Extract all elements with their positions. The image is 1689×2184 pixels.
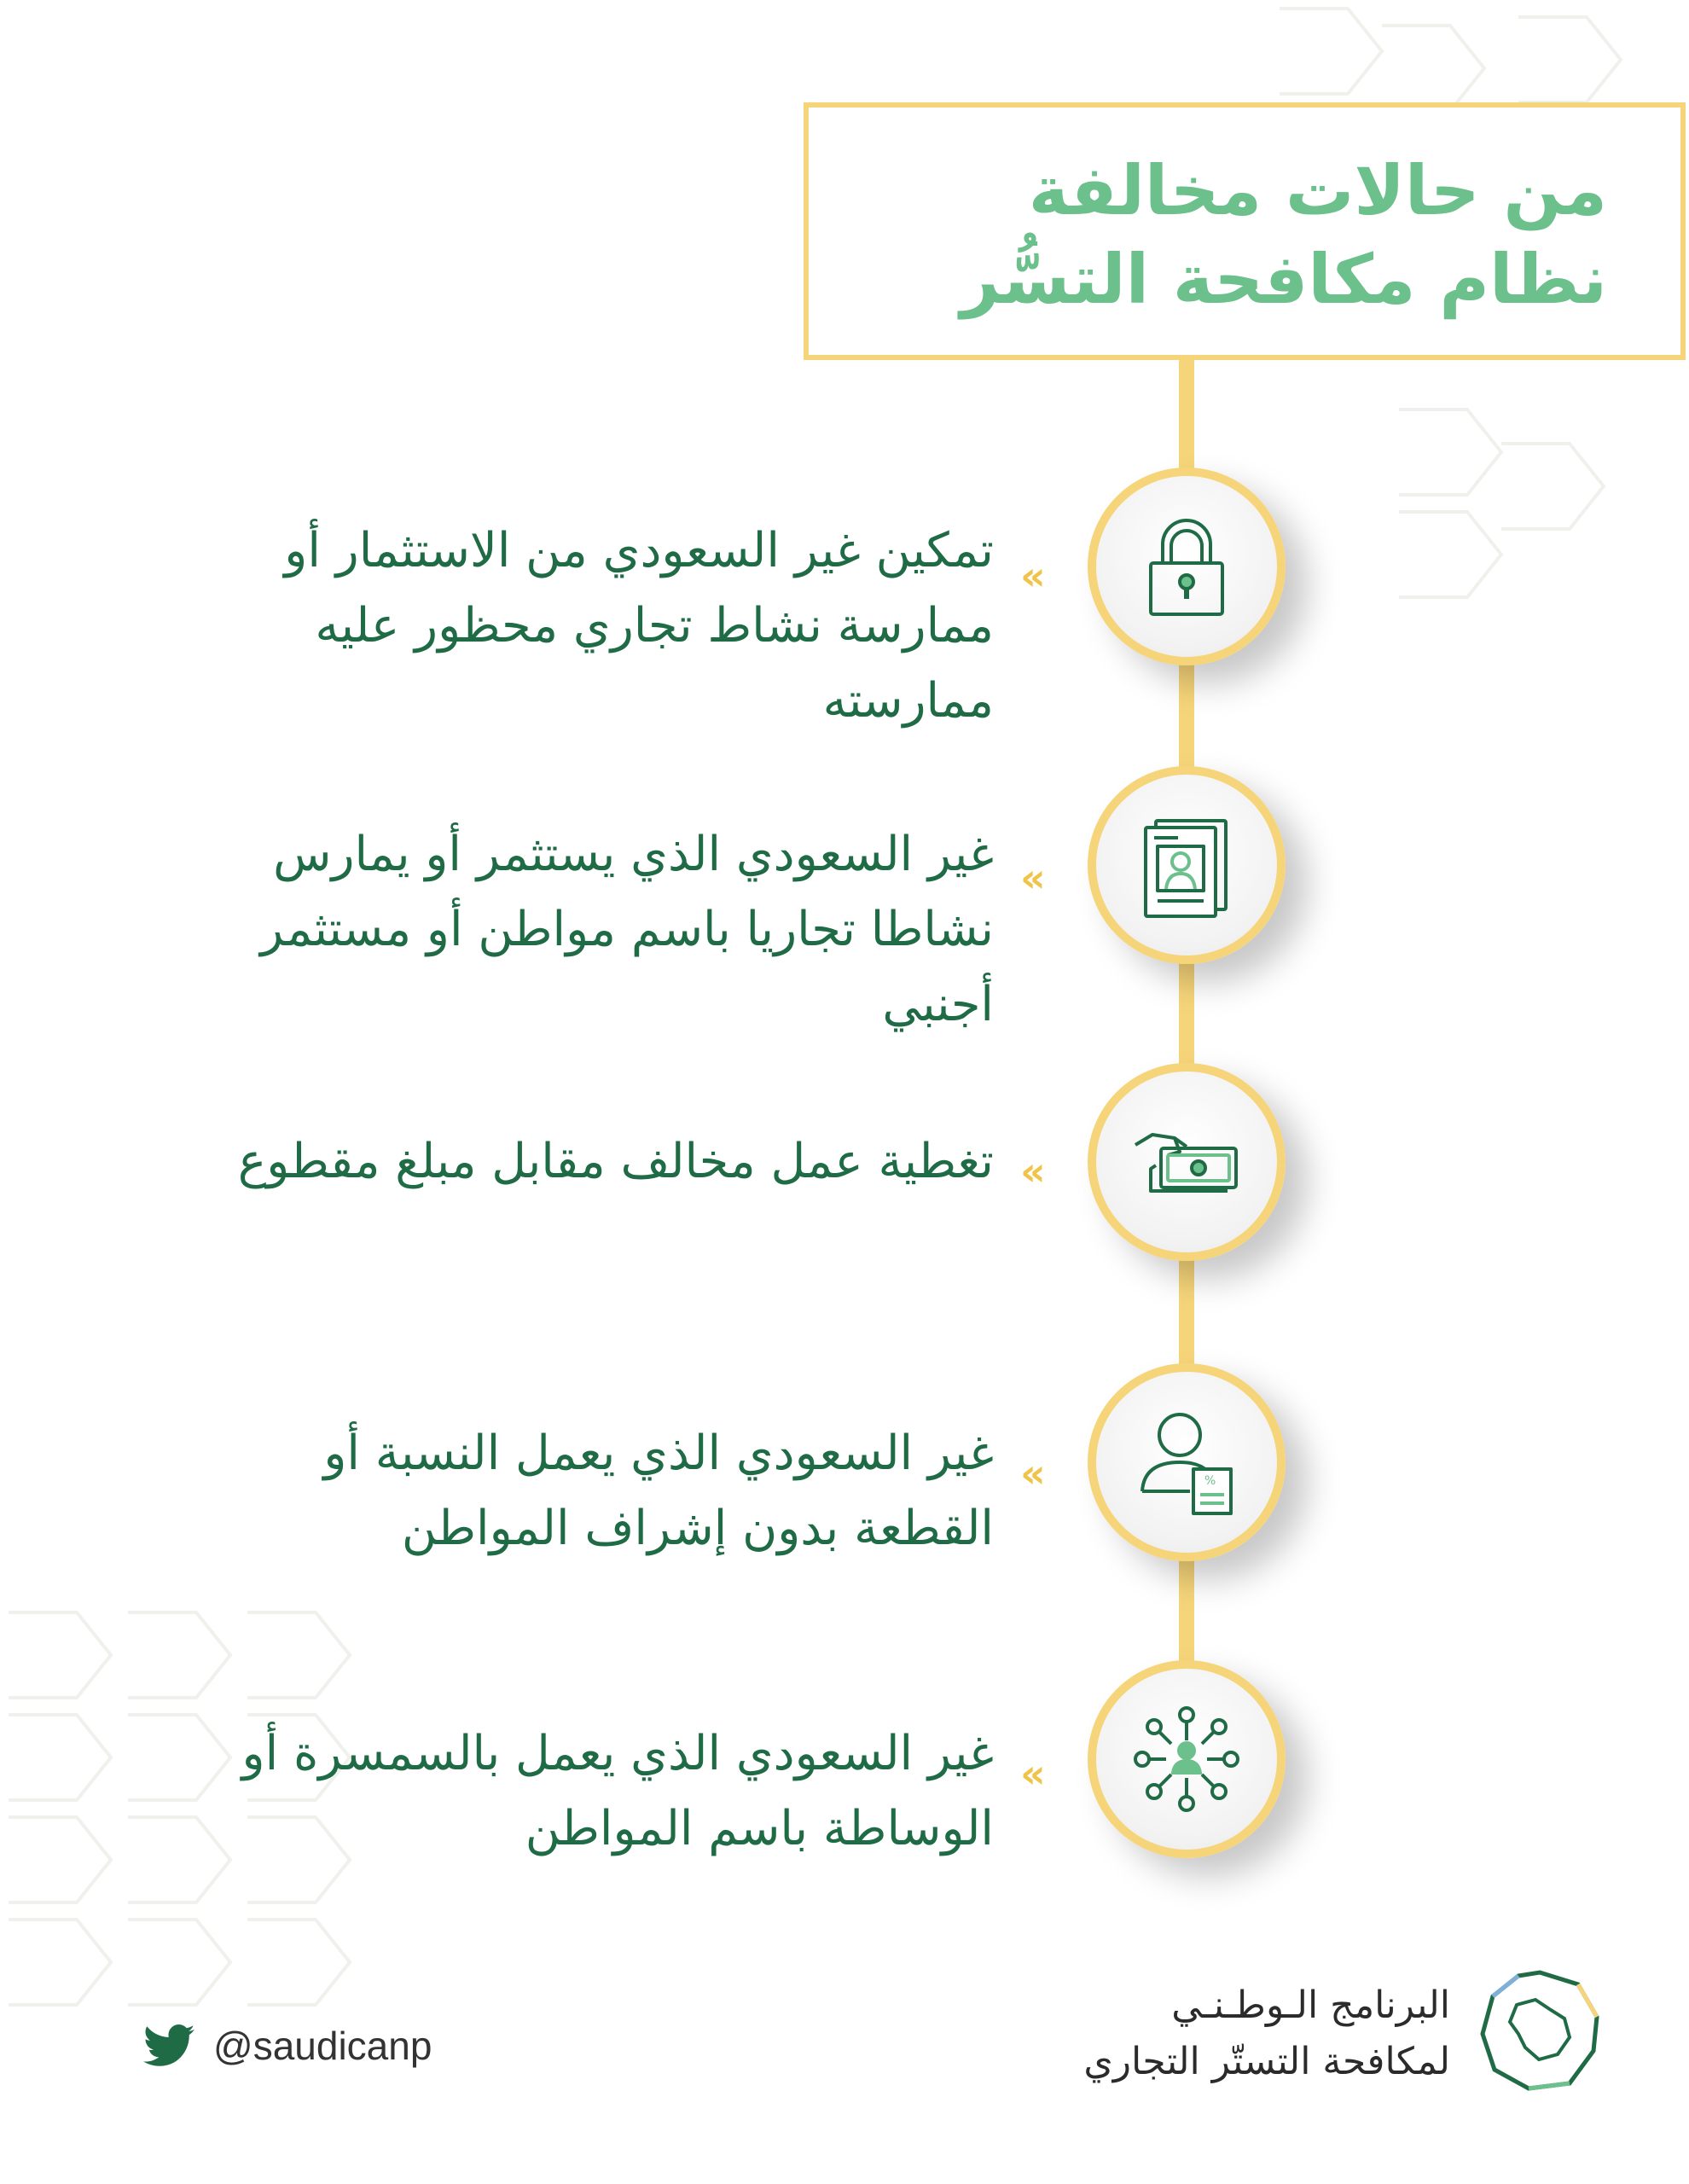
chevron-icon-2: « (1020, 855, 1046, 901)
item-text-3 (141, 1124, 994, 1199)
chevron-icon-1: « (1020, 553, 1046, 599)
twitter-icon (143, 2024, 194, 2068)
chevron-icon-3: « (1020, 1148, 1046, 1194)
org-name-line-2: لمكافحة التستّر التجاري (1083, 2040, 1450, 2083)
item-4-line-2: القطعة بدون إشراف المواطن (401, 1501, 994, 1556)
lock-icon (1127, 507, 1246, 626)
item-5-line-1: غير السعودي الذي يعمل بالسمسرة أو (241, 1726, 994, 1781)
item-text-5 (141, 1716, 994, 1867)
org-name-line-1: البرنامج الـوطـنـي (1171, 1984, 1450, 2027)
item-text-2 (141, 817, 994, 1043)
title-line-2: نظام مكافحة التسُّر (960, 240, 1607, 319)
person-document-icon (1127, 1403, 1246, 1522)
item-2-line-1: غير السعودي الذي يستثمر أو يمارس (273, 827, 994, 882)
timeline-node-1 (1088, 468, 1286, 665)
timeline-node-3 (1088, 1063, 1286, 1261)
item-text-4 (141, 1416, 994, 1566)
item-5-line-2: الوساطة باسم المواطن (525, 1801, 994, 1856)
id-card-icon (1127, 805, 1246, 925)
org-name (1083, 1978, 1450, 2090)
timeline-node-2 (1088, 766, 1286, 964)
network-person-icon (1127, 1699, 1246, 1819)
item-1-line-2: ممارسة نشاط تجاري محظور عليه (315, 598, 994, 653)
item-1-line-1: تمكين غير السعودي من الاستثمار أو (284, 523, 994, 578)
item-1-line-3: ممارسته (822, 673, 994, 729)
chevron-icon-5: « (1020, 1751, 1046, 1797)
twitter-handle: @saudicanp (213, 2024, 432, 2068)
svg-text:%: % (1204, 1474, 1216, 1488)
item-4-line-1: غير السعودي الذي يعمل النسبة أو (323, 1426, 994, 1481)
title-box (804, 102, 1686, 360)
item-2-line-3: أجنبي (882, 977, 994, 1032)
money-hand-icon (1127, 1102, 1246, 1222)
item-2-line-2: نشاطا تجاريا باسم مواطن أو مستثمر (260, 902, 994, 957)
twitter-handle-link[interactable] (143, 2020, 432, 2071)
timeline-node-5 (1088, 1660, 1286, 1858)
timeline-node-4 (1088, 1363, 1286, 1561)
title-line-1: من حالات مخالفة (1028, 151, 1607, 230)
chevron-icon-4: « (1020, 1450, 1046, 1496)
item-text-1 (141, 514, 994, 739)
saudi-map-logo-icon (1476, 1966, 1604, 2094)
item-3-line-1: تغطية عمل مخالف مقابل مبلغ مقطوع (237, 1134, 994, 1189)
